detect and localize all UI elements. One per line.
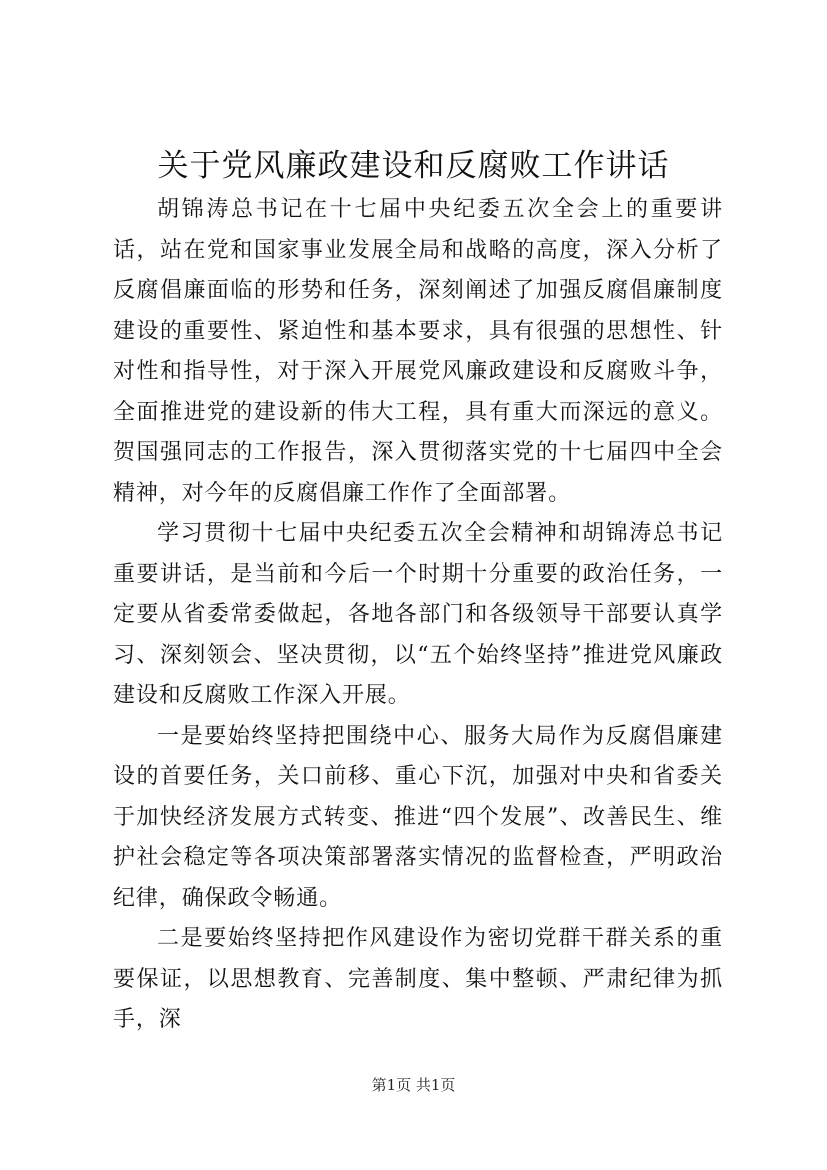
paragraph-3: 一是要始终坚持把围绕中心、服务大局作为反腐倡廉建设的首要任务，关口前移、重心下沉，加强对中央和省委关于加快经济发展方式转变、推进“四个发展”、改善民生、维护社会稳定等各项决策部署落实情况的监督检查，严明政治纪律，确保政令畅通。 xyxy=(113,723,723,911)
page-number-footer: 第1页 共1页 xyxy=(371,1076,456,1094)
document-body xyxy=(113,190,723,1041)
paragraph-4: 二是要始终坚持把作风建设作为密切党群干群关系的重要保证，以思想教育、完善制度、集中整顿、严肃纪律为抓手，深 xyxy=(113,926,723,1032)
document-title: 关于党风廉政建设和反腐败工作讲话 xyxy=(157,148,670,184)
paragraph-1: 胡锦涛总书记在十七届中央纪委五次全会上的重要讲话，站在党和国家事业发展全局和战略的高度，深入分析了反腐倡廉面临的形势和任务，深刻阐述了加强反腐倡廉制度建设的重要性、紧迫性和基本要求，具有很强的思想性、针对性和指导性，对于深入开展党风廉政建设和反腐败斗争，全面推进党的建设新的伟大工程，具有重大而深远的意义。贺国强同志的工作报告，深入贯彻落实党的十七届四中全会精神，对今年的反腐倡廉工作作了全面部署。 xyxy=(113,197,723,506)
paragraph-2: 学习贯彻十七届中央纪委五次全会精神和胡锦涛总书记重要讲话，是当前和今后一个时期十分重要的政治任务，一定要从省委常委做起，各地各部门和各级领导干部要认真学习、深刻领会、坚决贯彻，以“五个始终坚持”推进党风廉政建设和反腐败工作深入开展。 xyxy=(113,521,723,708)
